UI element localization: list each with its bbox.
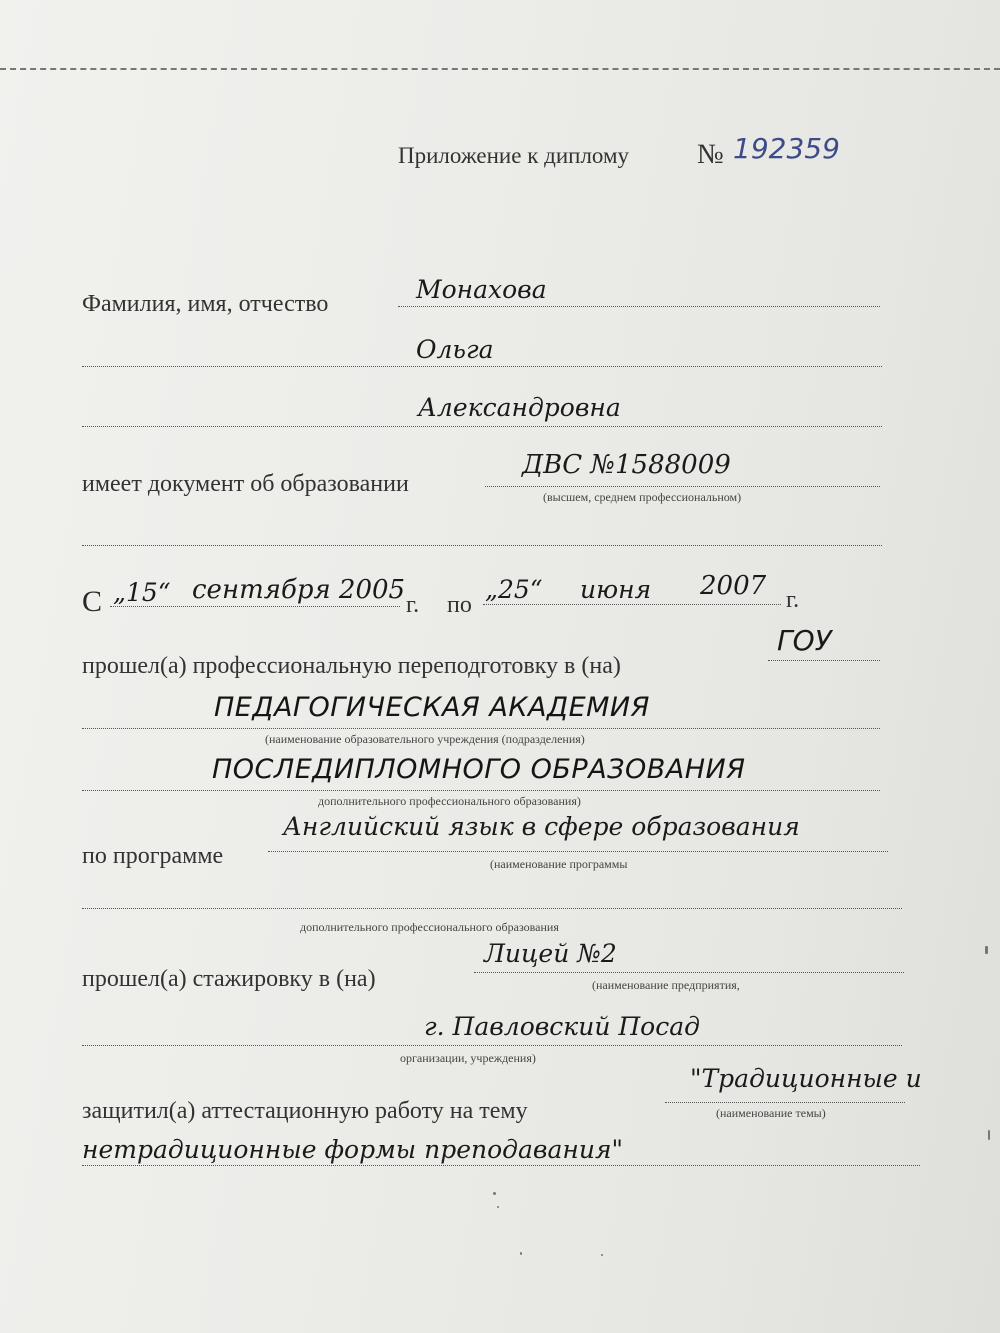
period-from-prefix: С [82, 585, 103, 618]
retraining-org-line2: ПЕДАГОГИЧЕСКАЯ АКАДЕМИЯ [214, 692, 650, 723]
period-to-day: „25“ [485, 575, 543, 604]
diploma-number: 192359 [733, 132, 840, 165]
retraining-label: прошел(а) профессиональную переподготовку в (на) [82, 653, 621, 679]
program-hint2: дополнительного профессионального образования [300, 920, 559, 934]
retraining-line-2 [82, 728, 880, 729]
internship-line-2 [82, 1045, 902, 1046]
period-from-line [110, 606, 400, 607]
first-name-line [82, 366, 882, 367]
speck [493, 1192, 496, 1195]
internship-label: прошел(а) стажировку в (на) [82, 966, 376, 992]
fio-label: Фамилия, имя, отчество [82, 291, 329, 317]
period-to-word: по [447, 592, 472, 618]
retraining-org-line3: ПОСЛЕДИПЛОМНОГО ОБРАЗОВАНИЯ [212, 754, 746, 785]
retraining-hint2: дополнительного профессионального образования) [318, 794, 581, 808]
speck [985, 946, 988, 954]
program-label: по программе [82, 843, 224, 869]
program-line [268, 851, 888, 852]
surname-line [398, 306, 880, 307]
program-hint1: (наименование программы [490, 857, 628, 871]
thesis-hint: (наименование темы) [716, 1106, 826, 1120]
top-cut-line [0, 68, 1000, 70]
internship-hint2: организации, учреждения) [400, 1051, 536, 1065]
speck [988, 1130, 990, 1140]
internship-line-1 [474, 972, 904, 973]
thesis-label: защитил(а) аттестационную работу на тему [82, 1098, 528, 1124]
retraining-hint1: (наименование образовательного учреждения (подразделения) [265, 732, 585, 746]
thesis-line-1 [665, 1102, 905, 1103]
appendix-label: Приложение к диплому [398, 143, 630, 168]
education-label: имеет документ об образовании [82, 471, 409, 497]
internship-place: Лицей №2 [484, 939, 617, 968]
period-from-month-year: сентября 2005 [192, 575, 406, 605]
education-line [485, 486, 880, 487]
retraining-line-1 [768, 660, 880, 661]
education-hint: (высшем, среднем профессиональном) [543, 490, 742, 504]
patronymic-line [82, 426, 882, 427]
education-line-2 [82, 545, 882, 546]
patronymic-value: Александровна [418, 393, 621, 422]
speck [520, 1252, 522, 1255]
speck [601, 1254, 603, 1256]
period-from-day: „15“ [113, 578, 171, 607]
education-value: ДВС №1588009 [522, 450, 731, 480]
number-sign: № [697, 139, 724, 170]
surname-value: Монахова [416, 275, 547, 304]
retraining-org-line1: ГОУ [777, 624, 832, 657]
internship-city: г. Павловский Посад [424, 1012, 700, 1041]
internship-hint1: (наименование предприятия, [592, 978, 740, 992]
thesis-topic-part1: "Традиционные и [690, 1064, 922, 1093]
period-to-month: июня [580, 575, 652, 604]
thesis-topic-part2: нетрадиционные формы преподавания" [82, 1135, 623, 1164]
year-abbr-1: г. [406, 592, 420, 618]
thesis-line-2 [82, 1165, 920, 1166]
program-line-2 [82, 908, 902, 909]
year-abbr-2: г. [786, 587, 800, 613]
first-name-value: Ольга [416, 335, 494, 364]
retraining-line-3 [82, 790, 880, 791]
period-to-line [483, 604, 781, 605]
program-value: Английский язык в сфере образования [283, 812, 800, 841]
speck [497, 1206, 499, 1208]
period-to-year: 2007 [700, 571, 767, 601]
